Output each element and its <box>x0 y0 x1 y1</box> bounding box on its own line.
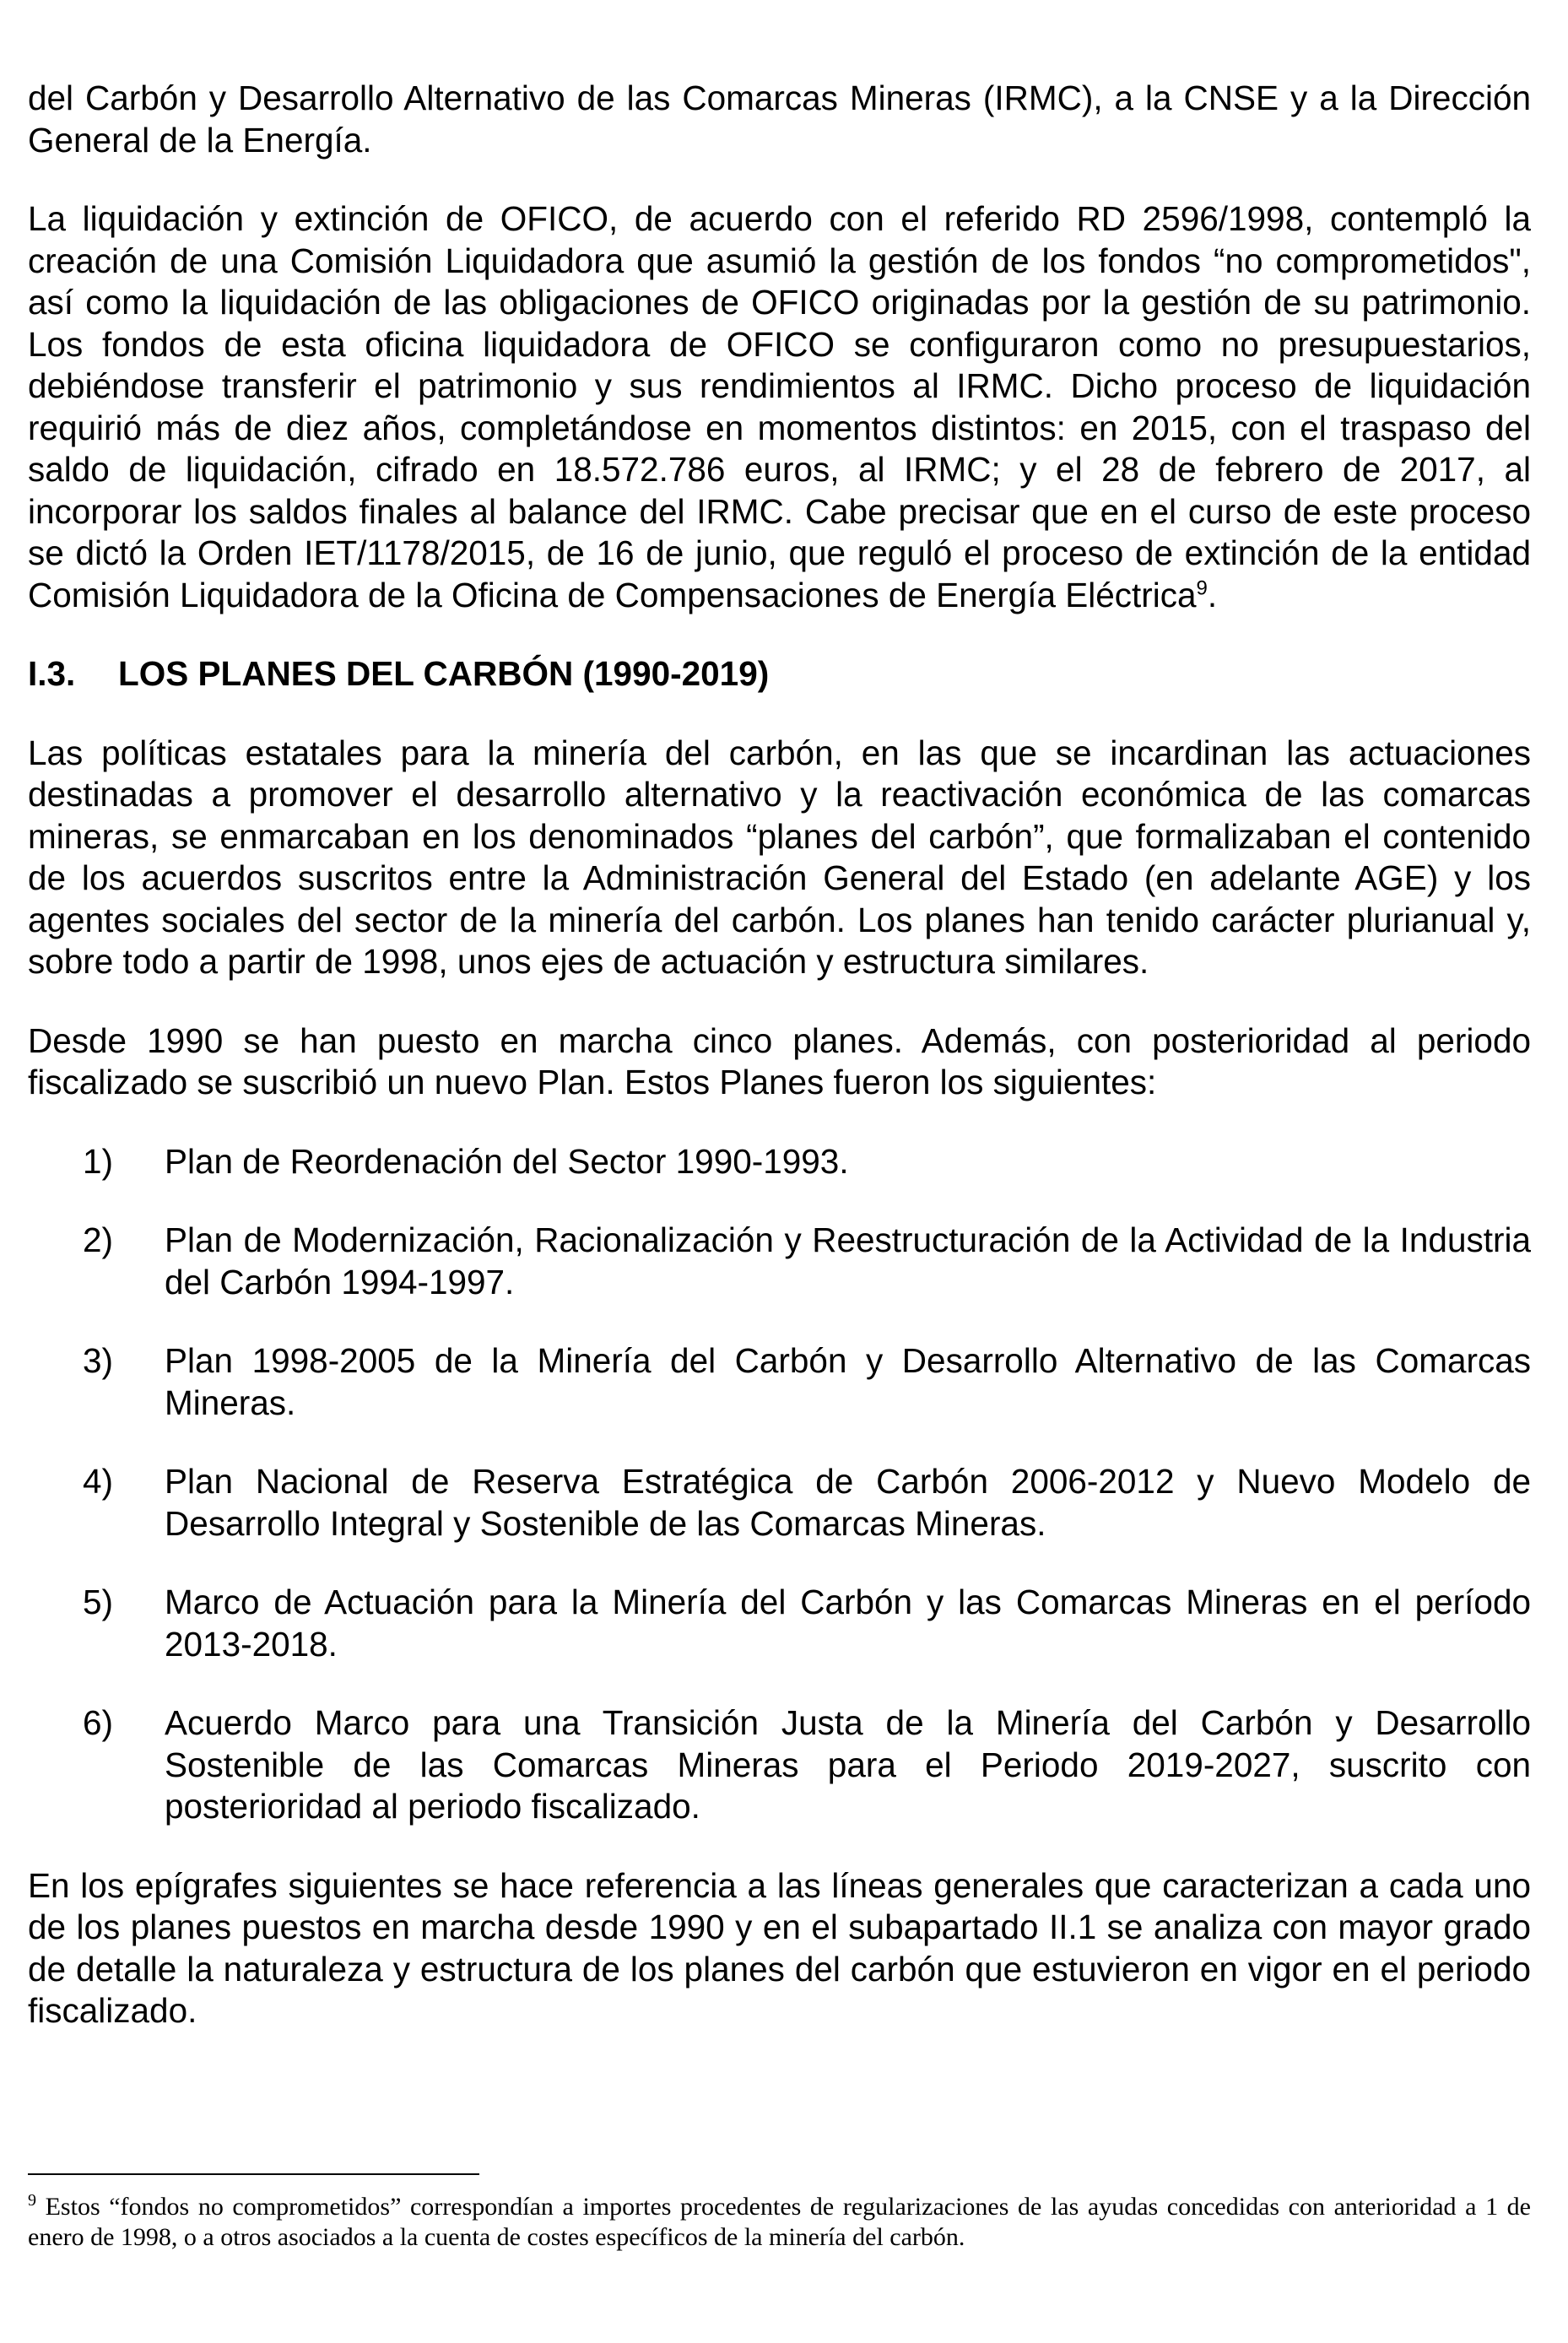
section-heading <box>28 653 1531 695</box>
list-item-number: 4) <box>83 1462 114 1501</box>
paragraph-plans-intro: Desde 1990 se han puesto en marcha cinco planes. Además, con posterioridad al periodo fiscalizado se suscribió un nuevo Plan. Estos Planes fueron los siguientes: <box>28 1020 1531 1101</box>
footnote-number: 9 <box>28 2191 36 2210</box>
list-item <box>28 1340 1531 1424</box>
list-item <box>28 1582 1531 1665</box>
list-item <box>28 1702 1531 1828</box>
paragraph-irmc-continuation: del Carbón y Desarrollo Alternativo de las Comarcas Mineras (IRMC), a la CNSE y a la Dirección General de la Energía. <box>28 78 1531 160</box>
paragraph-ofico-end: . <box>1207 575 1218 614</box>
section-number: I.3. <box>28 654 76 693</box>
list-item-number: 2) <box>83 1220 114 1259</box>
section-title: LOS PLANES DEL CARBÓN (1990-2019) <box>118 654 770 693</box>
paragraph-state-policies: Las políticas estatales para la minería del carbón, en las que se incardinan las actuaciones destinadas a promover el desarrollo alternativo y la reactivación económica de las comarcas mineras, se enmarcaban en los denominados “planes del carbón”, que formalizaban el contenido de los acuerdos suscritos entre la Administración General del Estado (en adelante AGE) y los agentes sociales del sector de la minería del carbón. Los planes han tenido carácter plurianual y, sobre todo a partir de 1998, unos ejes de actuación y estructura similares. <box>28 733 1531 981</box>
list-item-text: Plan 1998-2005 de la Minería del Carbón y Desarrollo Alternativo de las Comarcas Mineras. <box>165 1341 1531 1422</box>
footnote-reference[interactable]: 9 <box>1196 576 1208 599</box>
footnote <box>28 2192 1531 2253</box>
paragraph-ofico-text: La liquidación y extinción de OFICO, de acuerdo con el referido RD 2596/1998, contempló la creación de una Comisión Liquidadora que asumió la gestión de los fondos “no comprometidos", así como la liquidación de las obligaciones de OFICO originadas por la gestión de su patrimonio. Los fondos de esta oficina liquidadora de OFICO se configuraron como no presupuestarios, debiéndose transferir el patrimonio y sus rendimientos al IRMC. Dicho proceso de liquidación requirió más de diez años, completándose en momentos distintos: en 2015, con el traspaso del saldo de liquidación, cifrado en 18.572.786 euros, al IRMC; y el 28 de febrero de 2017, al incorporar los saldos finales al balance del IRMC. Cabe precisar que en el curso de este proceso se dictó la Orden IET/1178/2015, de 16 de junio, que reguló el proceso de extinción de la entidad Comisión Liquidadora de la Oficina de Compensaciones de Energía Eléctrica <box>28 199 1531 614</box>
list-item <box>28 1141 1531 1183</box>
list-item-text: Plan Nacional de Reserva Estratégica de Carbón 2006-2012 y Nuevo Modelo de Desarrollo Integral y Sostenible de las Comarcas Mineras. <box>165 1462 1531 1543</box>
footnote-separator <box>28 2173 479 2175</box>
list-item-text: Acuerdo Marco para una Transición Justa de la Minería del Carbón y Desarrollo Sostenible de las Comarcas Mineras para el Periodo 2019-2027, suscrito con posterioridad al periodo fiscalizado. <box>165 1703 1531 1826</box>
list-item-text: Plan de Reordenación del Sector 1990-1993. <box>165 1141 849 1181</box>
list-item <box>28 1220 1531 1303</box>
paragraph-following-sections: En los epígrafes siguientes se hace referencia a las líneas generales que caracterizan a cada uno de los planes puestos en marcha desde 1990 y en el subapartado II.1 se analiza con mayor grado de detalle la naturaleza y estructura de los planes del carbón que estuvieron en vigor en el periodo fiscalizado. <box>28 1865 1531 2030</box>
list-item-number: 3) <box>83 1341 114 1380</box>
list-item-text: Marco de Actuación para la Minería del Carbón y las Comarcas Mineras en el período 2013-2018. <box>165 1583 1531 1664</box>
list-item <box>28 1461 1531 1545</box>
list-item-number: 5) <box>83 1583 114 1621</box>
footnote-text: Estos “fondos no comprometidos” correspondían a importes procedentes de regularizaciones de las ayudas concedidas con anterioridad a 1 de enero de 1998, o a otros asociados a la cuenta de costes específicos de la minería del carbón. <box>28 2193 1531 2251</box>
list-item-number: 6) <box>83 1703 114 1742</box>
plans-list <box>28 1141 1531 1828</box>
paragraph-ofico-liquidation <box>28 198 1531 616</box>
list-item-text: Plan de Modernización, Racionalización y Reestructuración de la Actividad de la Industria del Carbón 1994-1997. <box>165 1220 1531 1301</box>
list-item-number: 1) <box>83 1141 114 1181</box>
